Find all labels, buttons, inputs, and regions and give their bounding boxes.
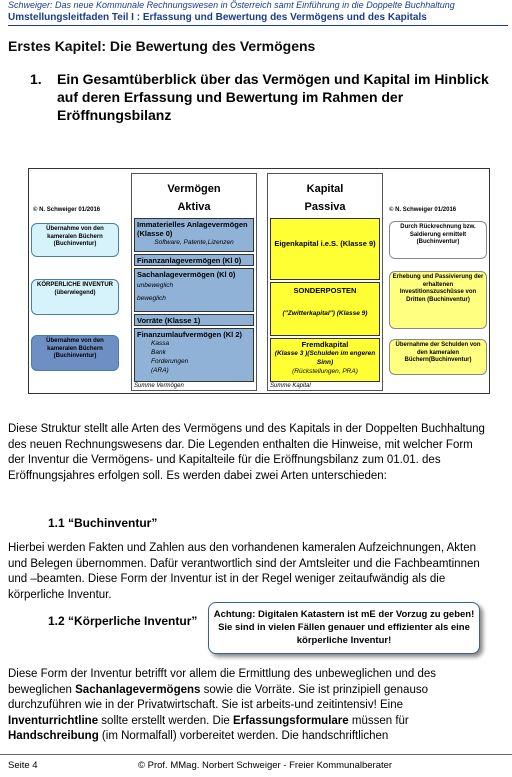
- box-tangible-title: Sachanlagevermögen (Kl 0): [137, 270, 236, 279]
- box-current-financial-assets: [134, 328, 254, 382]
- footer-copyright: © Prof. MMag. Norbert Schweiger - Freier Kommunalberater: [138, 760, 393, 771]
- section-1-number: 1.: [30, 71, 42, 87]
- callout-right-1: Durch Rückrechnung bzw. Saldierung ermittelt (Buchinventur): [389, 221, 487, 259]
- box-financial-assets-label: Finanzanlagevermögen (Kl 0): [137, 256, 242, 265]
- assets-column: [131, 173, 257, 391]
- section-1-title: Ein Gesamtüberblick über das Vermögen und Kapital im Hinblick auf deren Erfassung und Bewertung im Rahmen der Eröffnungsbilanz: [57, 71, 489, 123]
- capital-sum-label: Summe Kapital: [270, 383, 311, 389]
- capital-heading: Kapital: [306, 183, 344, 195]
- callout-left-2: KÖRPERLICHE INVENTUR (überwiegend): [31, 279, 119, 315]
- callout-left-1: Übernahme von den kameralen Büchern (Buchinventur): [31, 223, 119, 257]
- box-current-title: Finanzumlaufvermögen (Kl 2): [137, 330, 243, 339]
- box-intangible-assets: [134, 218, 254, 252]
- box-liabilities: [270, 338, 380, 382]
- box-equity-label: Eigenkapital i.e.S. (Klasse 9): [274, 239, 376, 248]
- box-liabilities-extra: (Rückstellungen, PRA): [292, 368, 358, 375]
- header-line-1: Schweiger: Das neue Kommunale Rechnungswesen in Österreich samt Einführung in die Doppelte Buchhaltung: [8, 0, 455, 10]
- box-financial-assets: [134, 254, 254, 266]
- para3-text: müssen für: [348, 714, 409, 727]
- para3-text: (im Normalfall) vorbereitet werden. Die handschriftlichen: [98, 730, 389, 742]
- page-footer: [0, 754, 512, 777]
- para3-text: sollte erstellt werden. Die: [98, 714, 233, 727]
- page-number: Seite 4: [8, 760, 38, 771]
- assets-subheading: Aktiva: [177, 201, 211, 213]
- box-current-item: Kassa: [151, 340, 170, 347]
- paragraph-koerperliche-inventur: [8, 667, 488, 745]
- box-tangible-a: unbeweglich: [137, 282, 174, 289]
- assets-sum-label: Summe Vermögen: [134, 383, 184, 389]
- subheading-koerperliche-inventur: 1.2 “Körperliche Inventur”: [48, 614, 198, 628]
- box-inventory-label: Vorräte (Klasse 1): [137, 316, 201, 325]
- callout-right-2: Erhebung und Passivierung der erhaltenen Investitionszuschüsse von Dritten (Buchinventur): [389, 271, 487, 329]
- capital-subheading: Passiva: [304, 201, 346, 213]
- box-special-sub: ("Zwitterkapital") (Klasse 9): [282, 310, 368, 317]
- diagram-copyright-left: © N. Schweiger 01/2016: [33, 207, 101, 213]
- paragraph-structure: Diese Struktur stellt alle Arten des Vermögens und des Kapitals in der Doppelten Buchhaltung des neuen Rechnungswesens dar. Die Legenden enthalten die Hinweise, mit welcher Form der Inventur die Vermögens- und Kapitalteile für die Eröffnungsbilanz zum 01.01. des Eröffnungsjahres erfolgen soll. Es werden dabei zwei Arten unterschieden:: [8, 423, 485, 482]
- box-tangible-assets: [134, 268, 254, 312]
- header-line-2: Umstellungsleitfaden Teil I : Erfassung und Bewertung des Vermögens und des Kapitals: [8, 12, 427, 23]
- attention-note: Achtung: Digitalen Katastern ist mE der Vorzug zu geben! Sie sind in vielen Fällen genauer und effizienter als eine körperliche Inventur!: [208, 602, 480, 654]
- diagram-copyright-right: © N. Schweiger 01/2016: [389, 207, 457, 213]
- box-special-items: [270, 282, 380, 336]
- para3-text: Diese Form der Inventur betrifft vor allem die Ermittlung des unbeweglichen und des beweglichen: [8, 668, 437, 696]
- balance-sheet-diagram: [28, 168, 490, 394]
- box-inventory: [134, 314, 254, 326]
- para3-bold: Erfassungsformulare: [232, 714, 349, 727]
- chapter-title: Erstes Kapitel: Die Bewertung des Vermögens: [8, 38, 316, 54]
- box-liabilities-title: Fremdkapital: [301, 340, 349, 349]
- para3-bold: Sachanlagevermögens: [75, 683, 201, 696]
- box-intangible-sub: Software, Patente,Lizenzen: [154, 239, 234, 246]
- box-liabilities-sub: (Klasse 3 )(Schulden im engeren Sinn): [274, 350, 376, 366]
- capital-column: [267, 173, 383, 391]
- assets-heading: Vermögen: [167, 183, 221, 195]
- box-current-item: Forderungen: [151, 358, 189, 365]
- paragraph-buchinventur: Hierbei werden Fakten und Zahlen aus den vorhandenen kameralen Aufzeichnungen, Akten und Belegen übernommen. Dafür verantwortlich sind der Amtsleiter und die Fachbeamtinnen und –beamten. Diese Form der Inventur ist in der Regel weniger zeitaufwändig als die körperliche Inventur.: [8, 542, 480, 601]
- header-rule: [8, 25, 508, 26]
- para3-text: sowie die Vorräte. Sie ist prinzipiell genauso durchzuführen wie in der Privatwirtschaft. Sie ist arbeits-und zeitintensiv! Eine: [8, 683, 428, 711]
- para3-bold: Handschreibung: [8, 730, 99, 742]
- box-equity: [270, 218, 380, 280]
- box-special-title: SONDERPOSTEN: [293, 286, 357, 295]
- para3-bold: Inventurrichtline: [8, 714, 99, 727]
- box-current-item: (ARA): [151, 367, 169, 374]
- page-header: [8, 0, 508, 26]
- box-tangible-b: beweglich: [137, 295, 166, 302]
- callout-right-3: Übernahme der Schulden von den kameralen Büchern(Buchinventur): [389, 339, 487, 375]
- section-1-heading: [30, 70, 490, 124]
- callout-left-3: Übernahme von den kameralen Büchern (Buchinventur): [31, 335, 119, 371]
- subheading-buchinventur: 1.1 “Buchinventur”: [48, 516, 158, 530]
- box-intangible-title: Immaterielles Anlagevermögen (Klasse 0): [137, 220, 248, 238]
- box-current-item: Bank: [151, 349, 166, 356]
